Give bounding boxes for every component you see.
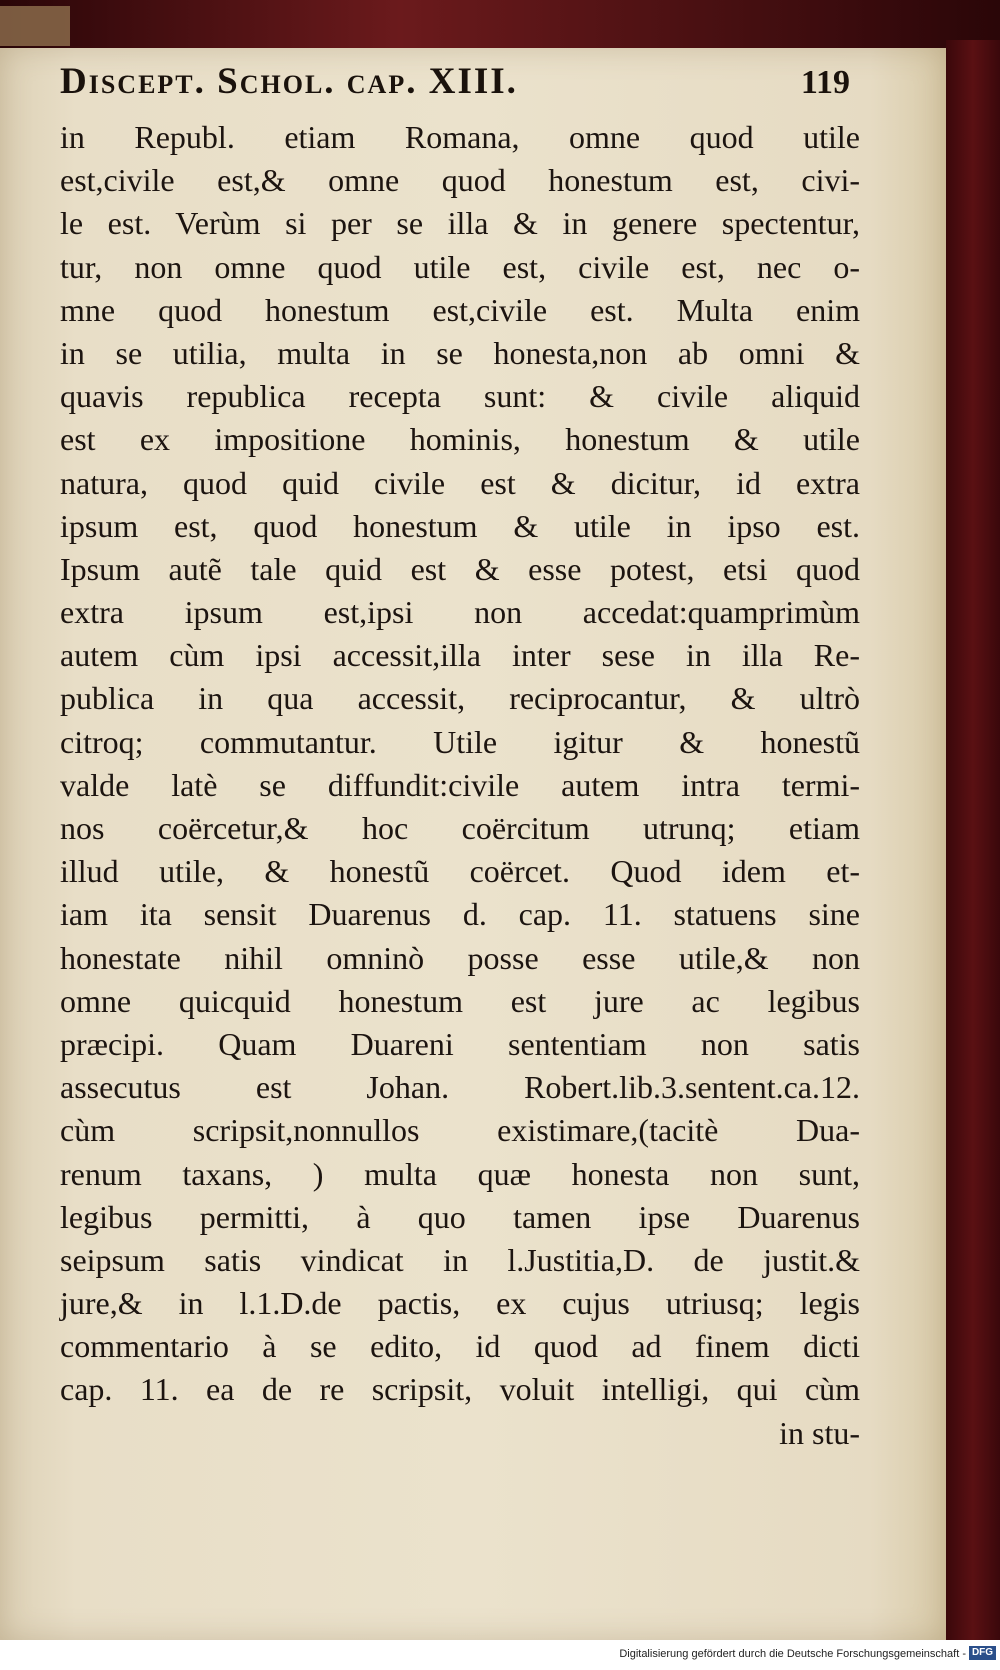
text-line: extra ipsum est,ipsi non accedat:quamprimùm (60, 594, 860, 631)
text-line: Ipsum autẽ tale quid est & esse potest, etsi quod (60, 550, 860, 587)
text-line: seipsum satis vindicat in l.Justitia,D. de justit.& (60, 1241, 860, 1278)
text-line: autem cùm ipsi accessit,illa inter sese in illa Re- (60, 637, 860, 674)
text-line: honestate nihil omninò posse esse utile,& non (60, 939, 860, 976)
running-title: Discept. Schol. cap. XIII. (60, 61, 518, 102)
text-line: est ex impositione hominis, honestum & utile (60, 421, 860, 458)
digitization-footer (0, 1640, 1000, 1670)
text-line: cap. 11. ea de re scripsit, voluit intelligi, qui cùm (60, 1371, 860, 1408)
text-line: quavis republica recepta sunt: & civile aliquid (60, 378, 860, 415)
text-line: est,civile est,& omne quod honestum est, civi- (60, 162, 860, 199)
funding-credit: Digitalisierung gefördert durch die Deutsche Forschungsgemeinschaft - (619, 1648, 966, 1660)
text-line: assecutus est Johan. Robert.lib.3.sentent.ca.12. (60, 1069, 860, 1106)
scan-top-strip (0, 0, 1000, 52)
text-line: cùm scripsit,nonnullos existimare,(tacitè Dua- (60, 1112, 860, 1149)
text-line: renum taxans, ) multa quæ honesta non sunt, (60, 1155, 860, 1192)
page-header (60, 60, 850, 108)
text-line: ipsum est, quod honestum & utile in ipso est. (60, 507, 860, 544)
body-text (60, 116, 860, 1455)
text-line: in Republ. etiam Romana, omne quod utile (60, 119, 860, 155)
catchword: in stu- (779, 1414, 860, 1451)
text-line: publica in qua accessit, reciprocantur, & ultrò (60, 680, 860, 717)
text-line: jure,& in l.1.D.de pactis, ex cujus utriusq; legis (60, 1285, 860, 1322)
text-line: iam ita sensit Duarenus d. cap. 11. statuens sine (60, 896, 860, 933)
text-line: legibus permitti, à quo tamen ipse Duarenus (60, 1198, 860, 1235)
text-line: natura, quod quid civile est & dicitur, id extra (60, 464, 860, 501)
text-line: mne quod honestum est,civile est. Multa enim (60, 291, 860, 328)
text-line: nos coërcetur,& hoc coërcitum utrunq; etiam (60, 810, 860, 846)
page-edge-fragment (0, 6, 70, 46)
text-line: valde latè se diffundit:civile autem intra termi- (60, 766, 860, 803)
text-line: commentario à se edito, id quod ad finem dicti (60, 1328, 860, 1365)
text-line: omne quicquid honestum est jure ac legibus (60, 982, 860, 1019)
text-line: le est. Verùm si per se illa & in genere spectentur, (60, 205, 860, 242)
text-line: tur, non omne quod utile est, civile est, nec o- (60, 248, 860, 285)
scan-background-right (946, 40, 1000, 1650)
page-number: 119 (800, 64, 850, 101)
dfg-logo: DFG (969, 1646, 996, 1660)
text-line: præcipi. Quam Duareni sententiam non satis (60, 1025, 860, 1062)
text-line: illud utile, & honestũ coërcet. Quod idem et- (60, 853, 860, 890)
text-line: citroq; commutantur. Utile igitur & honestũ (60, 723, 860, 760)
text-line: in se utilia, multa in se honesta,non ab omni & (60, 334, 860, 371)
